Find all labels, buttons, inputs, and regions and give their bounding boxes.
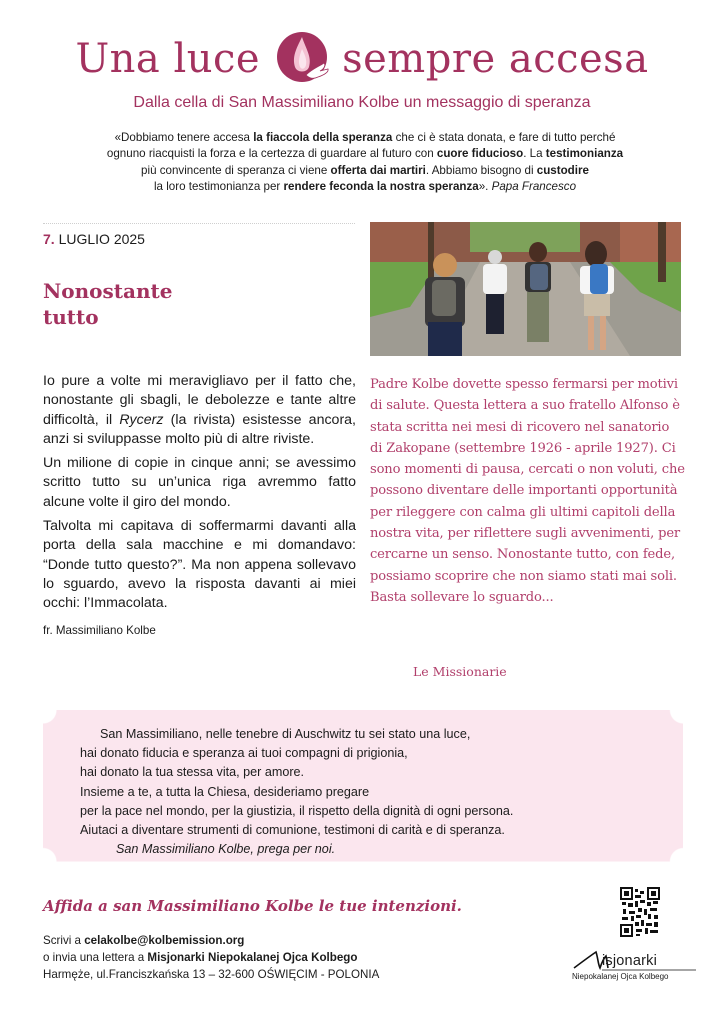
quote-emphasis: offerta dai martiri — [330, 163, 426, 177]
footer-title: Affida a san Massimiliano Kolbe le tue intenzioni. — [43, 897, 462, 915]
quote-text: «Dobbiamo tenere accesa — [114, 131, 254, 144]
letter-body — [43, 372, 356, 640]
quote-text: . La — [523, 147, 546, 161]
photo-illustration — [370, 222, 681, 356]
commentary-text: Padre Kolbe dovette spesso fermarsi per motivi di salute. Questa lettera a suo fratello Alfonso è stata scritta nei mesi di ricovero nel sanatorio di Zakopane (settembre 1926 - aprile 1927). Ci sono momenti di pausa, cercati o non voluti, che possono diventare delle importanti opportunità per rileggere con calma gli ultimi capitoli della nostra vita, per riflettere sugli avvenimenti, per cercarne un senso. Nonostante tutto, con fede, possiamo scoprire che non siamo stati mai soli. Basta sollevare lo sguardo... — [370, 377, 685, 605]
quote-emphasis: la fiaccola della speranza — [253, 131, 393, 144]
title-right: sempre accesa — [342, 36, 649, 82]
quote-text: ». — [478, 180, 492, 194]
postal-address: Harmęże, ul.Franciszkańska 13 – 32-600 OŚWIĘCIM - POLONIA — [43, 968, 380, 981]
letter-paragraph-2: Un milione di copie in cinque anni; se avessimo scritto tutto su un’unica riga avremmo fatto alcune volte il giro del mondo. — [43, 455, 356, 510]
quote-text: ognuno riacquisti la forza e la certezza di guardare al futuro con — [106, 147, 437, 161]
quote-author: Papa Francesco — [491, 180, 577, 194]
date-month-year: LUGLIO 2025 — [54, 231, 145, 247]
quote-emphasis: rendere feconda la nostra speranza — [283, 180, 479, 194]
letter-signature: fr. Massimiliano Kolbe — [43, 623, 156, 637]
prayer-line: per la pace nel mondo, per la giustizia, il rispetto della dignità di ogni persona. — [80, 803, 514, 818]
quote-emphasis: cuore fiducioso — [436, 147, 524, 161]
pope-quote — [70, 130, 660, 196]
contact-label: o invia una lettera a — [43, 951, 148, 964]
quote-text: . Abbiamo bisogno di — [425, 163, 537, 177]
paragraph-text: Io pure a volte mi meravigliavo per il fatto che, nonostante gli sbagli, le debolezze e tante altre difficoltà, il — [43, 373, 356, 428]
date-day: 7. — [43, 231, 55, 247]
commentary-signature: Le Missionarie — [413, 664, 507, 679]
title-left: Una luce — [75, 36, 261, 82]
title-line-1: Nonostante — [43, 279, 173, 303]
prayer-text — [80, 725, 670, 859]
prayer-line: San Massimiliano, nelle tenebre di Auschwitz tu sei stato una luce, — [100, 727, 471, 741]
prayer-line: hai donato fiducia e speranza ai tuoi compagni di prigionia, — [80, 746, 408, 761]
quote-text: più convincente di speranza ci viene — [141, 163, 331, 177]
qr-code-icon[interactable] — [620, 887, 660, 937]
letter-paragraph-1 — [43, 372, 356, 449]
paragraph-text: (la rivista) esistesse ancora, anzi si sviluppasse molto più di altre riviste. — [43, 411, 356, 447]
organization-name: Misjonarki Niepokalanej Ojca Kolbego — [147, 951, 358, 964]
prayer-closing: San Massimiliano Kolbe, prega per noi. — [116, 842, 336, 857]
prayer-line: hai donato la tua stessa vita, per amore. — [80, 765, 305, 780]
prayer-line: Insieme a te, a tutta la Chiesa, desideriamo pregare — [80, 784, 370, 799]
quote-text: la loro testimonianza per — [153, 180, 284, 194]
subtitle: Dalla cella di San Massimiliano Kolbe un messaggio di speranza — [133, 94, 591, 111]
masthead-title — [0, 28, 724, 90]
contact-label: Scrivi a — [43, 934, 85, 947]
article-photo — [370, 222, 681, 356]
quote-emphasis: custodire — [536, 163, 589, 177]
article-date — [43, 231, 145, 247]
contact-info — [43, 932, 379, 983]
quote-text: che ci è stata donata, e fare di tutto perché — [392, 131, 616, 144]
section-divider — [43, 223, 355, 224]
magazine-name: Rycerz — [119, 411, 164, 428]
prayer-line: Aiutaci a diventare strumenti di comunione, testimoni di carità e di speranza. — [80, 823, 505, 838]
brand-name: isjonarki — [602, 953, 657, 969]
brand-subtitle: Niepokalanej Ojca Kolbego — [572, 972, 669, 981]
title-line-2: tutto — [43, 305, 99, 329]
flame-in-hands-icon — [272, 29, 332, 89]
email-link[interactable]: celakolbe@kolbemission.org — [84, 934, 245, 947]
letter-paragraph-3: Talvolta mi capitava di soffermarmi davanti alla porta della sala macchine e mi domandavo: “Donde tutto questo?”. Ma non appena sollevavo lo sguardo, avevo la risposta davanti ai miei occhi: l’Immacolata. — [43, 518, 356, 612]
article-title — [43, 278, 343, 330]
quote-emphasis: testimonianza — [545, 147, 624, 161]
